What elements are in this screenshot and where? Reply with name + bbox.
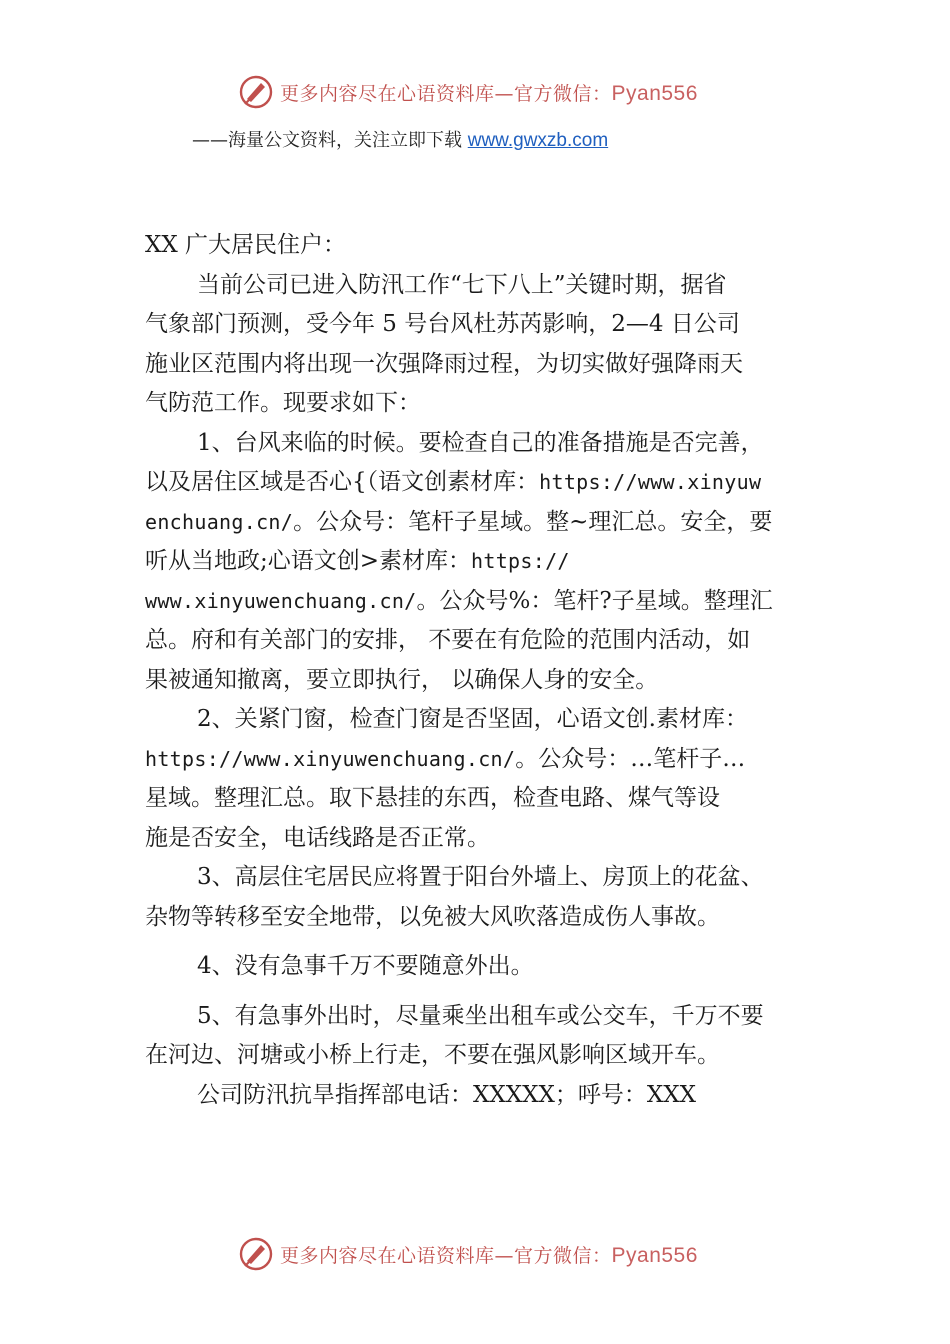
- item2-line: 2、关紧门窗，检查门窗是否坚固，心语文创.素材库：: [197, 706, 748, 732]
- footer-banner: [238, 1234, 698, 1274]
- item1-text: 。公众号：笔杆子星域。整~理汇总。安全，要: [293, 508, 773, 535]
- item1-line: [145, 542, 825, 582]
- item3-line: 3、高层住宅居民应将置于阳台外墙上、房顶上的花盆、: [197, 864, 764, 890]
- item1-url: https://: [471, 549, 570, 573]
- item1-line: 总。府和有关部门的安排， 不要在有危险的范围内活动，如: [145, 627, 751, 653]
- header-banner: [238, 72, 698, 112]
- document-body: [145, 226, 825, 1115]
- banner-wechat-id: Pyan556: [611, 81, 698, 105]
- intro-line: 当前公司已进入防汛工作“七下八上”关键时期，据省: [197, 271, 727, 298]
- banner-main: 更多内容尽在心语资料库—官方微信：: [280, 1244, 612, 1267]
- banner-text: [280, 79, 698, 106]
- banner-text: [280, 1241, 698, 1268]
- banner-main: 更多内容尽在心语资料库—官方微信：: [280, 82, 612, 105]
- banner-wechat-id: Pyan556: [611, 1243, 698, 1267]
- item5-line: 在河边、河塘或小桥上行走，不要在强风影响区域开车。: [145, 1042, 720, 1068]
- pen-logo-icon: [238, 74, 274, 110]
- pen-logo-icon: [238, 1236, 274, 1272]
- salutation: XX 广大居民住户：: [145, 232, 347, 258]
- subline: [192, 126, 608, 152]
- item2-text: 。公众号：…笔杆子…: [515, 745, 746, 772]
- subline-link[interactable]: www.gwxzb.com: [467, 130, 609, 151]
- item1-line: [145, 503, 825, 543]
- item1-line: [145, 582, 825, 622]
- item1-line: 1、台风来临的时候。要检查自己的准备措施是否完善，: [197, 429, 764, 456]
- item1-text: 。公众号%：笔杆?子星域。整理汇: [416, 587, 773, 614]
- item1-url: www.xinyuwenchuang.cn/: [145, 588, 417, 613]
- intro-line: 施业区范围内将出现一次强降雨过程，为切实做好强降雨天: [145, 350, 743, 377]
- item1-url: https://www.xinyuw: [539, 470, 762, 494]
- subline-text: ——海量公文资料，关注立即下载: [192, 130, 468, 151]
- item2-line: 施是否安全，电话线路是否正常。: [145, 824, 490, 851]
- item1-text: 听从当地政;心语文创>素材库：: [145, 548, 472, 574]
- item1-url: enchuang.cn/: [145, 509, 294, 534]
- item1-line: 果被通知撤离，要立即执行， 以确保人身的安全。: [145, 666, 659, 693]
- item1-line: [145, 463, 825, 503]
- item5-line: 5、有急事外出时，尽量乘坐出租车或公交车，千万不要: [197, 1002, 764, 1029]
- item1-text: 以及居住区域是否心{（语文创素材库：: [145, 469, 540, 495]
- item2-line: 星域。整理汇总。取下悬挂的东西，检查电路、煤气等设: [145, 785, 720, 811]
- intro-line: 气象部门预测，受今年 5 号台风杜苏芮影响，2—4 日公司: [145, 311, 740, 337]
- item4-line: 4、没有急事千万不要随意外出。: [197, 953, 534, 979]
- hotline: 公司防汛抗旱指挥部电话：XXXXX；呼号：XXX: [197, 1081, 696, 1108]
- item3-line: 杂物等转移至安全地带，以免被大风吹落造成伤人事故。: [145, 903, 720, 930]
- item2-url: https://www.xinyuwenchuang.cn/: [145, 746, 516, 771]
- item2-line: [145, 740, 825, 780]
- intro-line: 气防范工作。现要求如下：: [145, 390, 421, 416]
